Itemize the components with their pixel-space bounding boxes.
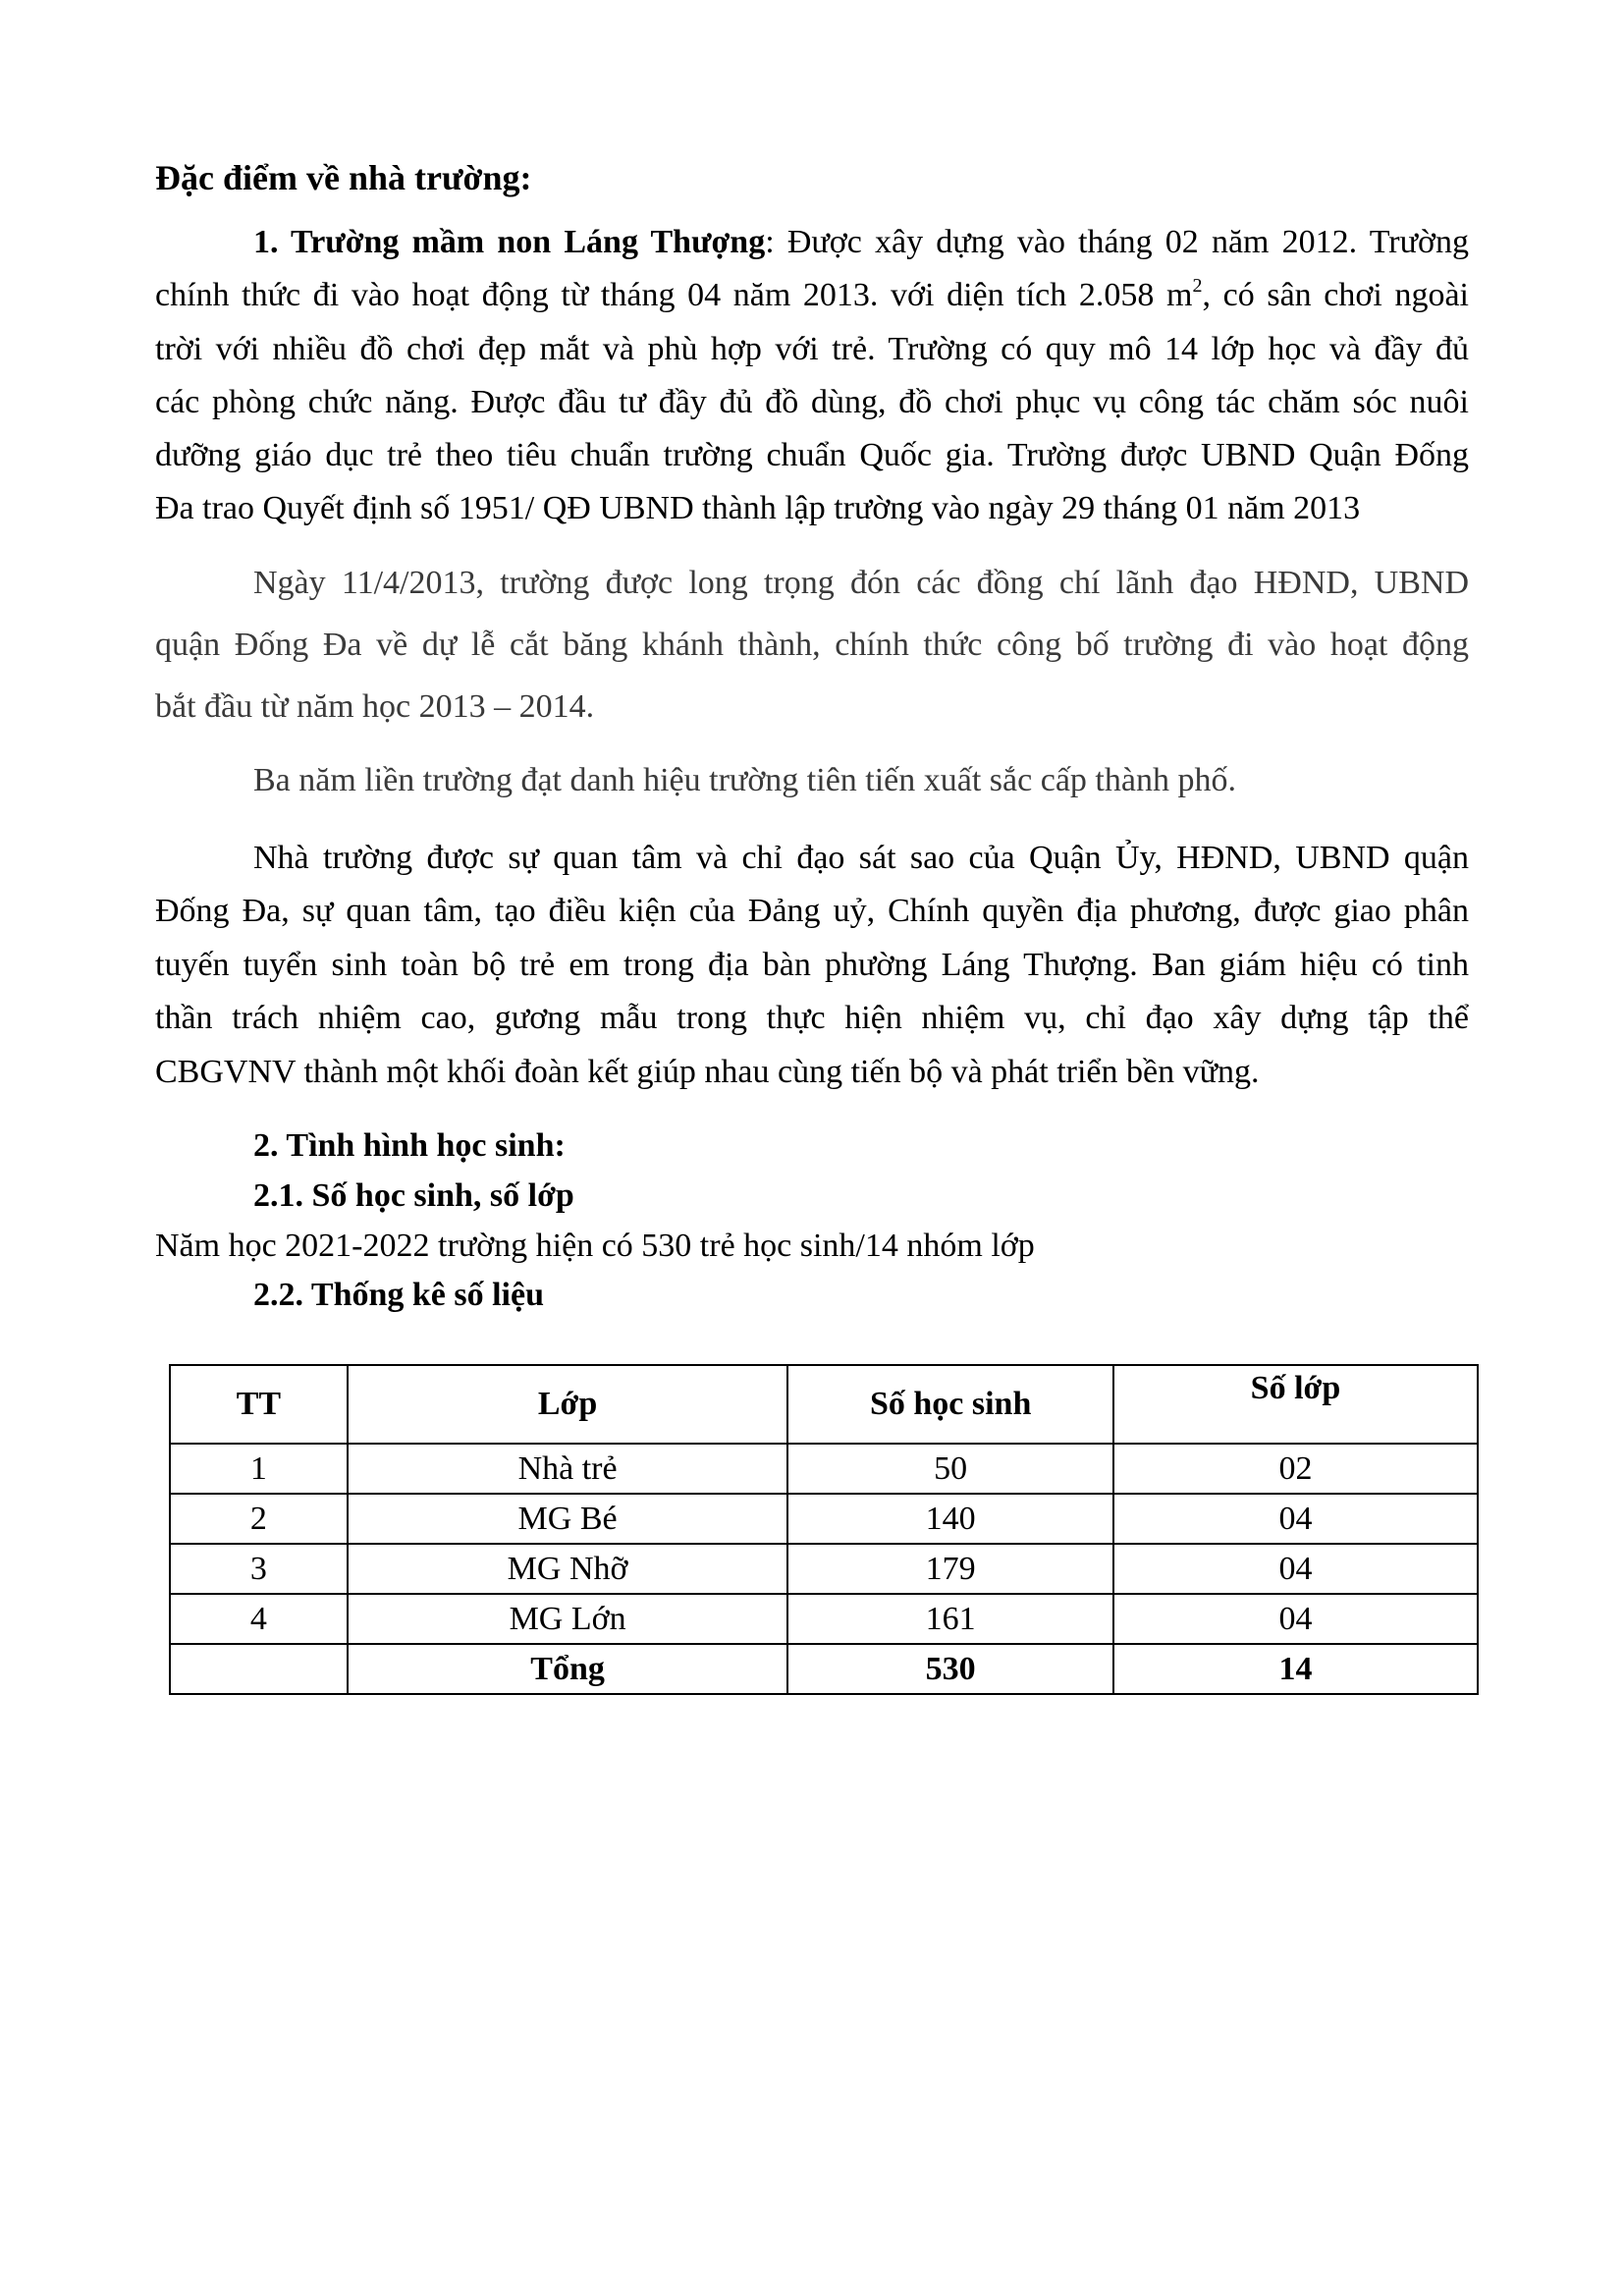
header-class-count-text: Số lớp (1250, 1370, 1341, 1406)
support-line-1-text: Nhà trường được sự quan tâm và chỉ đạo sát sao của Quận Ủy, HĐND, UBND quận (253, 840, 1469, 876)
section2-sub2-title: 2.2. Thống kê số liệu (253, 1277, 545, 1313)
ceremony-line-3: bắt đầu từ năm học 2013 – 2014. (155, 688, 595, 725)
cell-class: Nhà trẻ (348, 1444, 788, 1494)
table-header-row (170, 1365, 1478, 1444)
cell-class-count: 02 (1113, 1444, 1478, 1494)
cell-class: MG Bé (348, 1494, 788, 1544)
table-total-row (170, 1644, 1478, 1694)
header-class-count (1113, 1365, 1478, 1444)
cell-tt: 3 (170, 1544, 348, 1594)
page-heading: Đặc điểm về nhà trường: (155, 158, 532, 197)
cell-students: 179 (787, 1544, 1113, 1594)
section1-line-2 (155, 275, 1470, 313)
support-line-5: CBGVNV thành một khối đoàn kết giúp nhau cùng tiến bộ và phát triển bền vững. (155, 1054, 1260, 1090)
cell-tt: 4 (170, 1594, 348, 1644)
total-tt (170, 1644, 348, 1694)
support-line-4: thần trách nhiệm cao, gương mẫu trong thực hiện nhiệm vụ, chỉ đạo xây dựng tập thể (155, 1000, 1469, 1036)
section1-line-6: Đa trao Quyết định số 1951/ QĐ UBND thành lập trường vào ngày 29 tháng 01 năm 2013 (155, 490, 1361, 526)
table-row (170, 1594, 1478, 1644)
support-line-2: Đống Đa, sự quan tâm, tạo điều kiện của Đảng uỷ, Chính quyền địa phương, được giao phân (155, 893, 1469, 929)
ceremony-line-1-text: Ngày 11/4/2013, trường được long trọng đón các đồng chí lãnh đạo HĐND, UBND (253, 565, 1469, 601)
section1-first-line (155, 226, 1469, 259)
section1-line-2-text: chính thức đi vào hoạt động từ tháng 04 năm 2013. với diện tích 2.058 m (155, 277, 1193, 313)
header-students: Số học sinh (787, 1365, 1113, 1444)
cell-class: MG Lớn (348, 1594, 788, 1644)
cell-tt: 1 (170, 1444, 348, 1494)
cell-students: 140 (787, 1494, 1113, 1544)
statistics-table (169, 1364, 1479, 1695)
total-label: Tổng (348, 1644, 788, 1694)
table-row (170, 1544, 1478, 1594)
section1-lead: : Được xây dựng vào tháng 02 năm 2012. Trường (765, 224, 1469, 260)
support-line-1 (155, 842, 1469, 875)
table-row (170, 1444, 1478, 1494)
ceremony-line-1 (155, 567, 1469, 600)
cell-students: 50 (787, 1444, 1113, 1494)
superscript: 2 (1192, 275, 1203, 297)
section1-title: 1. Trường mầm non Láng Thượng (253, 224, 766, 260)
cell-class-count: 04 (1113, 1594, 1478, 1644)
section1-line-4: các phòng chức năng. Được đầu tư đầy đủ đồ dùng, đồ chơi phục vụ công tác chăm sóc nuôi (155, 384, 1469, 420)
cell-class-count: 04 (1113, 1544, 1478, 1594)
section1-line-2-tail: , có sân chơi ngoài (1202, 277, 1470, 313)
section2-title: 2. Tình hình học sinh: (253, 1127, 566, 1164)
table-row (170, 1494, 1478, 1544)
section1-line-3: trời với nhiều đồ chơi đẹp mắt và phù hợp với trẻ. Trường có quy mô 14 lớp học và đầy đủ (155, 331, 1469, 367)
cell-class-count: 04 (1113, 1494, 1478, 1544)
header-tt: TT (170, 1365, 348, 1444)
section2-sub1-text: Năm học 2021-2022 trường hiện có 530 trẻ học sinh/14 nhóm lớp (155, 1228, 1035, 1264)
award-paragraph: Ba năm liền trường đạt danh hiệu trường tiên tiến xuất sắc cấp thành phố. (253, 762, 1236, 798)
total-students: 530 (787, 1644, 1113, 1694)
header-class: Lớp (348, 1365, 788, 1444)
total-class-count: 14 (1113, 1644, 1478, 1694)
cell-class: MG Nhỡ (348, 1544, 788, 1594)
ceremony-line-2: quận Đống Đa về dự lễ cắt băng khánh thành, chính thức công bố trường đi vào hoạt động (155, 627, 1469, 663)
support-line-3: tuyến tuyển sinh toàn bộ trẻ em trong địa bàn phường Láng Thượng. Ban giám hiệu có tinh (155, 947, 1469, 983)
cell-tt: 2 (170, 1494, 348, 1544)
cell-students: 161 (787, 1594, 1113, 1644)
section1-line-5: dưỡng giáo dục trẻ theo tiêu chuẩn trường chuẩn Quốc gia. Trường được UBND Quận Đống (155, 437, 1469, 473)
section2-sub1-title: 2.1. Số học sinh, số lớp (253, 1177, 574, 1214)
